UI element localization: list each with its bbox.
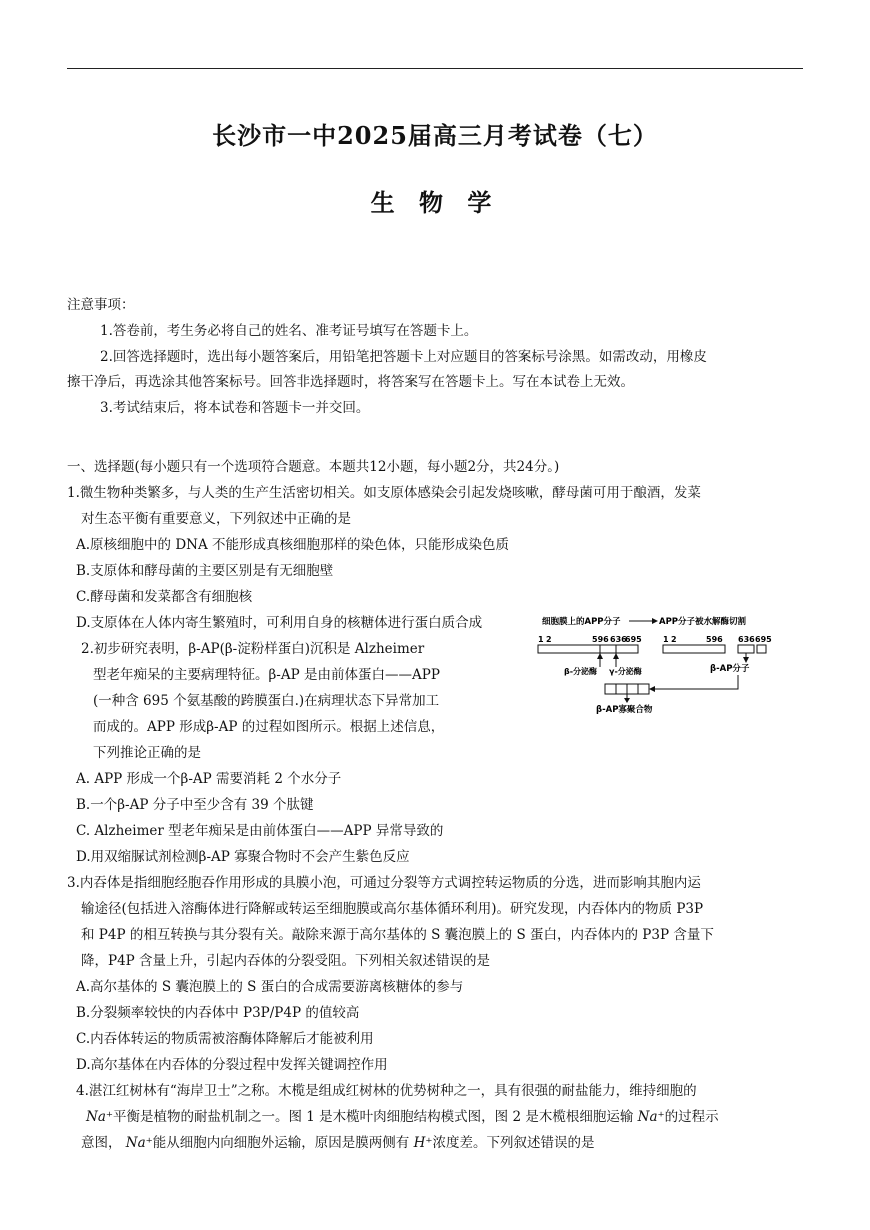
- aggregate-arrow-line: [654, 675, 738, 689]
- sodium-ion: Na⁺: [125, 1135, 153, 1151]
- question-stem: 3.内吞体是指细胞经胞吞作用形成的具膜小泡，可通过分裂等方式调控转运物质的分选，进而影响其胞内运: [67, 875, 701, 891]
- notice-line: 擦干净后，再选涂其他答案标号。回答非选择题时，将答案写在答题卡上。写在本试卷上无效。: [67, 374, 634, 390]
- notice-heading: 注意事项：: [67, 297, 135, 313]
- label-app-cleaved: APP分子被水解酶切割: [659, 617, 747, 627]
- sodium-ion: Na⁺: [86, 1109, 113, 1125]
- stem-text: 浓度差。下列叙述错误的是: [432, 1135, 595, 1151]
- app-fragment-c: [757, 645, 766, 653]
- pos-label: 636: [610, 635, 627, 644]
- answer-option: A. APP 形成一个β-AP 需要消耗 2 个水分子: [76, 771, 342, 787]
- oligomer-arrow-head: [624, 698, 630, 703]
- answer-option: A.高尔基体的 S 囊泡膜上的 S 蛋白的合成需要游离核糖体的参与: [76, 979, 464, 995]
- aggregate-arrow-head: [649, 686, 655, 692]
- answer-option: B.支原体和酵母菌的主要区别是有无细胞壁: [76, 563, 334, 579]
- pos-label: 2: [546, 635, 552, 644]
- exam-title: 长沙市一中2025届高三月考试卷（七）: [212, 121, 658, 150]
- top-rule: [67, 68, 803, 69]
- gamma-secretase-label: γ-分泌酶: [609, 667, 642, 676]
- question-stem: (一种含 695 个氨基酸的跨膜蛋白.)在病理状态下异常加工: [93, 693, 440, 709]
- arrow-head: [652, 618, 658, 624]
- question-stem: 下列推论正确的是: [93, 745, 201, 761]
- pos-label: 596: [592, 635, 609, 644]
- answer-option: C.酵母菌和发菜都含有细胞核: [76, 589, 253, 605]
- question-stem-line: [81, 1134, 595, 1152]
- app-diagram-svg: [532, 612, 778, 720]
- stem-text: 平衡是植物的耐盐机制之一。图 1 是木榄叶肉细胞结构模式图，图 2 是木榄根细胞运输: [113, 1109, 634, 1125]
- app-bar-full: [538, 645, 638, 653]
- stem-text: 意图，: [81, 1135, 122, 1151]
- pos-label: 596: [706, 635, 723, 644]
- notice-line: 1.答卷前，考生务必将自己的姓名、准考证号填写在答题卡上。: [100, 323, 478, 339]
- oligomer-label: β-AP寡聚合物: [596, 705, 653, 715]
- beta-ap-label: β-AP分子: [710, 664, 750, 674]
- question-stem: 1.微生物种类繁多，与人类的生产生活密切相关。如支原体感染会引起发烧咳嗽，酵母菌可用于酿酒，发菜: [67, 485, 701, 501]
- stem-text: 的过程示: [664, 1109, 719, 1125]
- pos-label: 636: [738, 635, 755, 644]
- question-stem: 输途径(包括进入溶酶体进行降解或转运至细胞膜或高尔基体循环利用)。研究发现，内吞体内的物质 P3P: [81, 901, 704, 917]
- app-fragment-n: [663, 645, 725, 653]
- beta-ap-arrow-head: [743, 657, 749, 663]
- stem-text: 能从细胞内向细胞外运输，原因是膜两侧有: [152, 1135, 410, 1151]
- pos-label: 1: [663, 635, 669, 644]
- answer-option: B.分裂频率较快的内吞体中 P3P/P4P 的值较高: [76, 1005, 360, 1021]
- beta-ap-fragment: [738, 645, 754, 653]
- pos-label: 695: [755, 635, 772, 644]
- answer-option: D.支原体在人体内寄生繁殖时，可利用自身的核糖体进行蛋白质合成: [76, 615, 483, 631]
- answer-option: C. Alzheimer 型老年痴呆是由前体蛋白——APP 异常导致的: [76, 823, 444, 839]
- notice-line: 3.考试结束后，将本试卷和答题卡一并交回。: [100, 400, 370, 416]
- question-stem: 2.初步研究表明，β-AP(β-淀粉样蛋白)沉积是 Alzheimer: [81, 641, 425, 657]
- notice-line: 2.回答选择题时，选出每小题答案后，用铅笔把答题卡上对应题目的答案标号涂黑。如需改动，用橡皮: [100, 349, 707, 365]
- beta-arrow-head: [597, 653, 603, 659]
- pos-label: 695: [625, 635, 642, 644]
- section-heading: 一、选择题(每小题只有一个选项符合题意。本题共12小题，每小题2分，共24分。): [67, 459, 560, 475]
- subject-title: 生 物 学: [370, 188, 500, 217]
- answer-option: C.内吞体转运的物质需被溶酶体降解后才能被利用: [76, 1031, 374, 1047]
- app-cleavage-diagram: [532, 612, 778, 720]
- question-stem: 对生态平衡有重要意义，下列叙述中正确的是: [81, 511, 351, 527]
- question-stem: 型老年痴呆的主要病理特征。β-AP 是由前体蛋白——APP: [93, 667, 440, 683]
- question-stem: 和 P4P 的相互转换与其分裂有关。敲除来源于高尔基体的 S 囊泡膜上的 S 蛋白，内吞体内的 P3P 含量下: [81, 927, 714, 943]
- label-app-membrane: 细胞膜上的APP分子: [542, 617, 621, 627]
- answer-option: D.高尔基体在内吞体的分裂过程中发挥关键调控作用: [76, 1057, 388, 1073]
- beta-secretase-label: β-分泌酶: [564, 667, 598, 676]
- question-stem: 而成的。APP 形成β-AP 的过程如图所示。根据上述信息，: [93, 719, 445, 735]
- answer-option: A.原核细胞中的 DNA 不能形成真核细胞那样的染色体，只能形成染色质: [76, 537, 510, 553]
- pos-label: 2: [671, 635, 677, 644]
- answer-option: D.用双缩脲试剂检测β-AP 寡聚合物时不会产生紫色反应: [76, 849, 410, 865]
- question-stem: 4.湛江红树林有“海岸卫士”之称。木榄是组成红树林的优势树种之一，具有很强的耐盐能力，维持细胞的: [76, 1083, 697, 1099]
- question-stem-line: [86, 1108, 719, 1126]
- question-stem: 降，P4P 含量上升，引起内吞体的分裂受阻。下列相关叙述错误的是: [81, 953, 491, 969]
- hydrogen-ion: H⁺: [413, 1135, 433, 1151]
- pos-label: 1: [538, 635, 544, 644]
- sodium-ion: Na⁺: [637, 1109, 665, 1125]
- answer-option: B.一个β-AP 分子中至少含有 39 个肽键: [76, 797, 314, 813]
- gamma-arrow-head: [613, 653, 619, 659]
